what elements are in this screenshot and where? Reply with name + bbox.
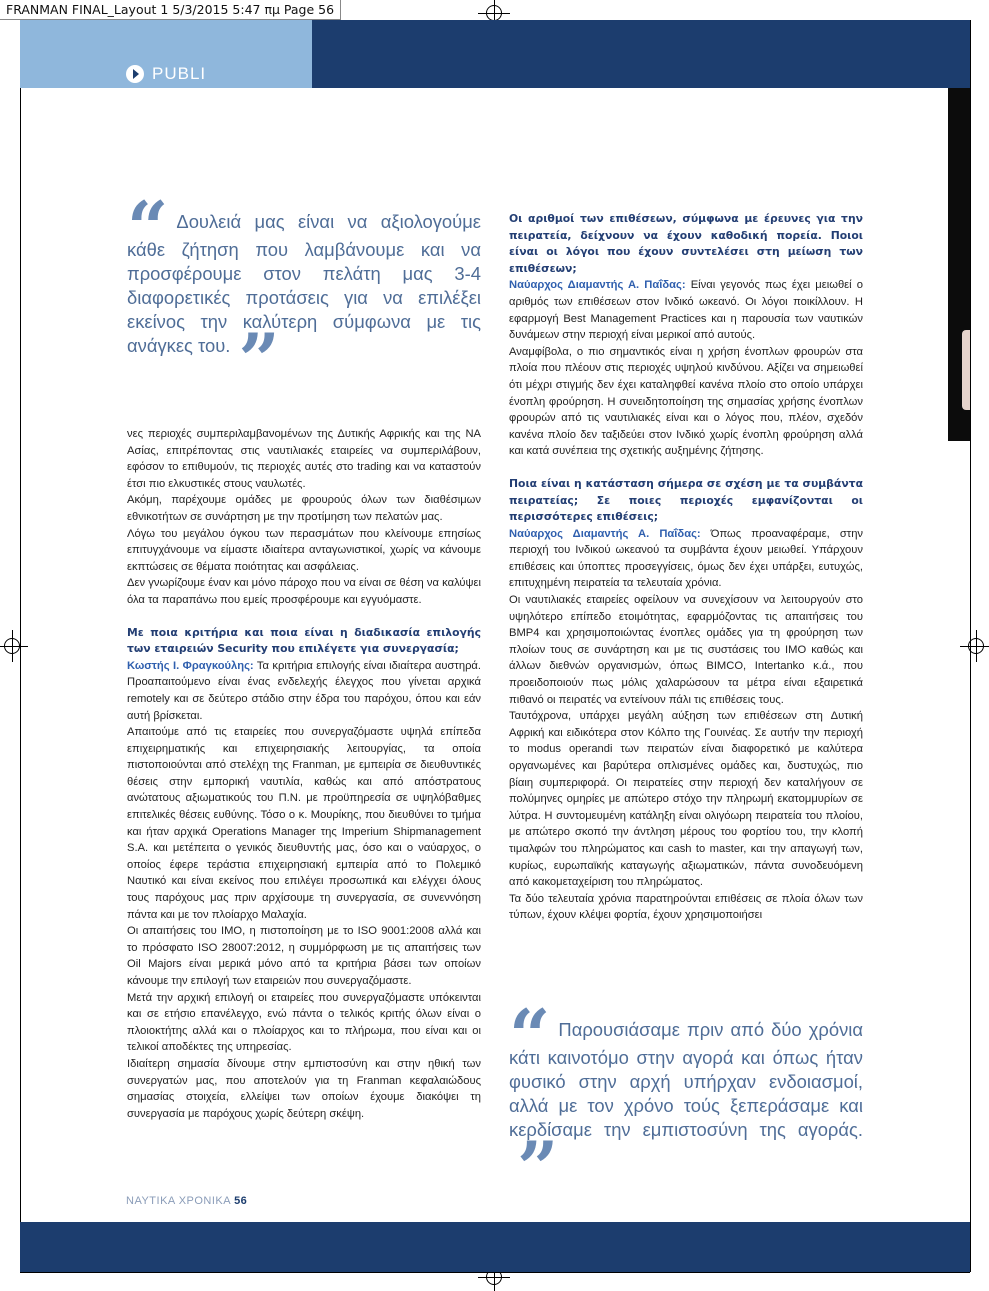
speaker-name: Ναύαρχος Διαμαντής Α. Παΐδας:: [509, 279, 686, 292]
page-footer: [126, 1195, 247, 1207]
side-photo-detail: [962, 330, 970, 410]
paragraph: Οι ναυτιλιακές εταιρείες οφείλουν να συνεχίσουν να λειτουργούν στο υψηλότερο επίπεδο ετοιμότητας, εφαρμόζοντας τις απαιτήσεις του BMP4 και χρησιμοποιώντας ένοπλες ομάδες για τη φρούρηση των πλοίων τους σε συνάρτηση και με τις συστάσεις του IMO καθώς και άλλων διεθνών οργανισμών, όπως BIMCO, Intertanko κ.ά., που προειδοποιούν πως μόλις χαλαρώσουν τα μέτρα είναι εξαιρετικά πιθανό οι πειρατές να εντείνουν πάλι τις επιθέσεις τους.: [509, 594, 863, 706]
close-quote-icon: ”: [238, 317, 280, 402]
paragraph: Τα δύο τελευταία χρόνια παρατηρούνται επιθέσεις σε πλοία όλων των τύπων, έχουν κλέψει φορτία, έχουν χρησιμοποιήσει: [509, 892, 863, 922]
section-label-text: PUBLI: [152, 64, 207, 83]
paragraph: Λόγω του μεγάλου όγκου των περασμάτων που κλείνουμε επησίως επιτυγχάνουμε να είμαστε ιδιαίτερα ανταγωνιστικοί, χωρίς να κάνουμε εκπτώσεις σε θέματα ποιότητας και ασφάλειας.: [127, 527, 481, 573]
interview-question: Οι αριθμοί των επιθέσεων, σύμφωνα με έρευνες για την πειρατεία, δείχνουν να έχουν καθοδική πορεία. Ποιοι είναι οι λόγοι που έχουν συντελέσει στη μείωση των επιθέσεων;: [509, 212, 863, 275]
paragraph: Ακόμη, παρέχουμε ομάδες με φρουρούς όλων των διαθέσιμων εθνικοτήτων σε συνάρτηση με την προτίμηση των πελατών μας.: [127, 494, 481, 523]
paragraph: Μετά την αρχική επιλογή οι εταιρείες που συνεργαζόμαστε υπόκεινται και σε ετήσιο επανέλεγχο, ενώ πάντα ο τελικός κριτής όλων είναι ο πλοιοκτήτης αλλά και ο πλοίαρχος και το πλήρωμα, που είναι και οι τελικοί αποδέκτες της υπηρεσίας.: [127, 991, 481, 1054]
interview-question: Με ποια κριτήρια και ποια είναι η διαδικασία επιλογής των εταιρειών Security που επιλέγετε για συνεργασία;: [127, 625, 481, 656]
answer-text: Είναι γεγονός πως έχει μειωθεί ο αριθμός των επιθέσεων στον Ινδικό ωκεανό. Οι λόγοι ποικίλλουν. Η εφαρμογή Best Management Practices και η παρουσία των ναυτικών δυνάμεων στην περιοχή είναι μερικοί από αυτούς.: [509, 279, 863, 342]
page-number: 56: [234, 1195, 248, 1207]
section-label: [126, 64, 206, 84]
magazine-name: ΝΑΥΤΙΚΑ ΧΡΟΝΙΚΑ: [126, 1195, 231, 1207]
header-band-dark: [312, 20, 970, 88]
paragraph: Αναμφίβολα, ο πιο σημαντικός είναι η χρήση ένοπλων φρουρών στα πλοία που πλέουν στις περιοχές υψηλού κινδύνου. Αξίζει να σημειωθεί ότι μέχρι στιγμής δεν έχει καταληφθεί κανένα πλοίο στο οποίο υπάρχει ένοπλη φρούρηση. Η συνειδητοποίηση της σημασίας χρήσης ένοπλων φρουρών από τις ναυτιλιακές είναι και ο λόγος που, πλέον, σχεδόν κανένα πλοίο δεν ταξιδεύει στον Ινδικό χωρίς ένοπλη φρούρηση αλλά και κατά συνέπεια της σχετικής αυξημένης ζήτησης.: [509, 345, 863, 458]
pull-quote-bottom: [509, 993, 863, 1210]
answer-paragraph: [127, 658, 481, 724]
paragraph: νες περιοχές συμπεριλαμβανομένων της Δυτικής Αφρικής και της ΝΑ Ασίας, επιτρέποντας στις ναυτιλιακές εταιρείες να συμπεριλάβουν, εφόσον το επιθυμούν, τις περιοχές αυτές στο trading και να καταστούν έτσι πιο ελκυστικές στους ναυλωτές.: [127, 428, 481, 490]
paragraph: Ιδιαίτερη σημασία δίνουμε στην εμπιστοσύνη και στην ηθική των συνεργατών μας, που αποτελούν για τη Franman κεφαλαιώδους σημασίας στοιχεία, ελλείψει των οποίων έχουμε διακόψει τη συνεργασία με παρόχους χωρίς δεύτερη σκέψη.: [127, 1057, 481, 1120]
pull-quote-top-text: Δουλειά μας είναι να αξιολογούμε κάθε ζήτηση που λαμβάνουμε και να προσφέρουμε στον πελάτη μας 3-4 διαφορετικές προτάσεις για να επιλέξει εκείνος την καλύτερη σύμφωνα με τις ανάγκες του.: [127, 211, 481, 356]
pull-quote-top: [127, 185, 481, 402]
registration-mark-icon: [966, 636, 986, 656]
play-arrow-icon: [126, 65, 144, 83]
answer-text: Όπως προαναφέραμε, στην περιοχή του Ινδικού ωκεανού τα συμβάντα έχουν μειωθεί. Υπάρχουν επιθέσεις και ύποπτες προσεγγίσεις, όμως δεν έχει υπάρξει, ευτυχώς, επιτυχημένη πειρατεία τα τελευταία χρόνια.: [509, 527, 864, 590]
footer-band: [20, 1222, 970, 1272]
paragraph: Οι απαιτήσεις του IMO, η πιστοποίηση με το ISO 9001:2008 αλλά και το πρόσφατο ISO 28007:2012, η συμμόρφωση με τις απαιτήσεις των Oil Majors είναι μερικά μόνο από τα κριτήρια βάσει των οποίων κάνουμε την επιλογή των εταιρειών που συνεργαζόμαστε.: [127, 925, 481, 987]
answer-paragraph: [509, 277, 863, 343]
speaker-name: Ναύαρχος Διαμαντής Α. Παΐδας:: [509, 527, 701, 540]
pull-quote-bottom-text: Παρουσιάσαμε πριν από δύο χρόνια κάτι καινοτόμο στην αγορά και όπως ήταν φυσικό στην αρχή υπήρχαν ενδοιασμοί, αλλά με τον χρόνο τούς ξεπεράσαμε και κερδίσαμε την εμπιστοσύνη της αγοράς.: [509, 1019, 863, 1140]
print-slug: FRANMAN FINAL_Layout 1 5/3/2015 5:47 πμ Page 56: [0, 0, 341, 20]
interview-question: Ποια είναι η κατάσταση σήμερα σε σχέση με τα συμβάντα πειρατείας; Σε ποιες περιοχές εμφανίζονται οι περισσότερες επιθέσεις;: [509, 476, 863, 524]
paragraph: Ταυτόχρονα, υπάρχει μεγάλη αύξηση των επιθέσεων στη Δυτική Αφρική και ειδικότερα στον Κόλπο της Γουινέας. Σε αυτήν την περιοχή το modus operandi των πειρατών είναι διαφορετικό με καλύτερα οργανωμένες και βαρύτερα οπλισμένες ομάδες και, δυστυχώς, πιο βίαιη συμπεριφορά. Οι πειρατείες στην περιοχή δεν καταλήγουν σε πολύμηνες ομηρίες με απώτερο στόχο την πληρωμή εκατομμυρίων σε λύτρα. Η συντομευμένη κατάληξη είναι ολιγόωρη πειρατεία του πλοίου, με απώτερο σκοπό την άντληση μέρους του φορτίου του, την κλοπή τιμαλφών του πληρώματος και cash to master, και την απαγωγή των, κυρίως, ευρωπαϊκής καταγωγής αξιωματικών, πάντα συνοδευόμενη από κακομεταχείριση του πληρώματος.: [509, 710, 863, 889]
open-quote-icon: “: [127, 185, 169, 270]
answer-text: Τα κριτήρια επιλογής είναι ιδιαίτερα αυστηρά. Προαπαιτούμενο είναι ένας ενδελεχής έλεγχος που γίνεται αρχικά remotely και σε δεύτερο στάδιο στην έδρα του παρόχου, όπου και εάν αυτή βρίσκεται.: [127, 659, 482, 722]
close-quote-icon: ”: [517, 1125, 559, 1210]
answer-paragraph: [509, 526, 863, 592]
paragraph: Απαιτούμε από τις εταιρείες που συνεργαζόμαστε υψηλά επίπεδα επιχειρηματικής και επιχειρησιακής λειτουργίας, τα οποία πιστοποιούνται από στελέχη της Franman, με εμπειρία σε διευθυντικές θέσεις στην εμπορική ναυτιλία, καθώς και από απόστρατους ανώτατους αξιωματικούς του Π.Ν. με προϋπηρεσία σε υψηλόβαθμες επιτελικές θέσεις ευθύνης. Τόσο ο κ. Μουρίκης, που διευθύνει το τμήμα και ήταν αρχικά Operations Manager της Imperium Shipmanagement S.A. και μετέπειτα ο γενικός διευθυντής μας, όσο και ο ναύαρχος, ο οποίος έφερε τεράστια επιχειρησιακή εμπειρία από το Πολεμικό Ναυτικό και είναι εκείνος που επιλέγει προσωπικά και ελέγχει όλους τους παρόχους μας πριν αρχίσουμε τη συνεργασία, σε συνεννόηση πάντα και με τον πλοίαρχο Μαλαχία.: [127, 726, 481, 921]
paragraph: Δεν γνωρίζουμε έναν και μόνο πάροχο που να είναι σε θέση να καλύψει όλα τα παραπάνω που εμείς προσφέρουμε και εγγυόμαστε.: [127, 577, 481, 606]
article-column-left: [127, 426, 481, 1122]
registration-mark-icon: [2, 636, 22, 656]
speaker-name: Κωστής Ι. Φραγκούλης:: [127, 659, 254, 672]
open-quote-icon: “: [509, 993, 551, 1078]
article-column-right: [509, 211, 863, 924]
